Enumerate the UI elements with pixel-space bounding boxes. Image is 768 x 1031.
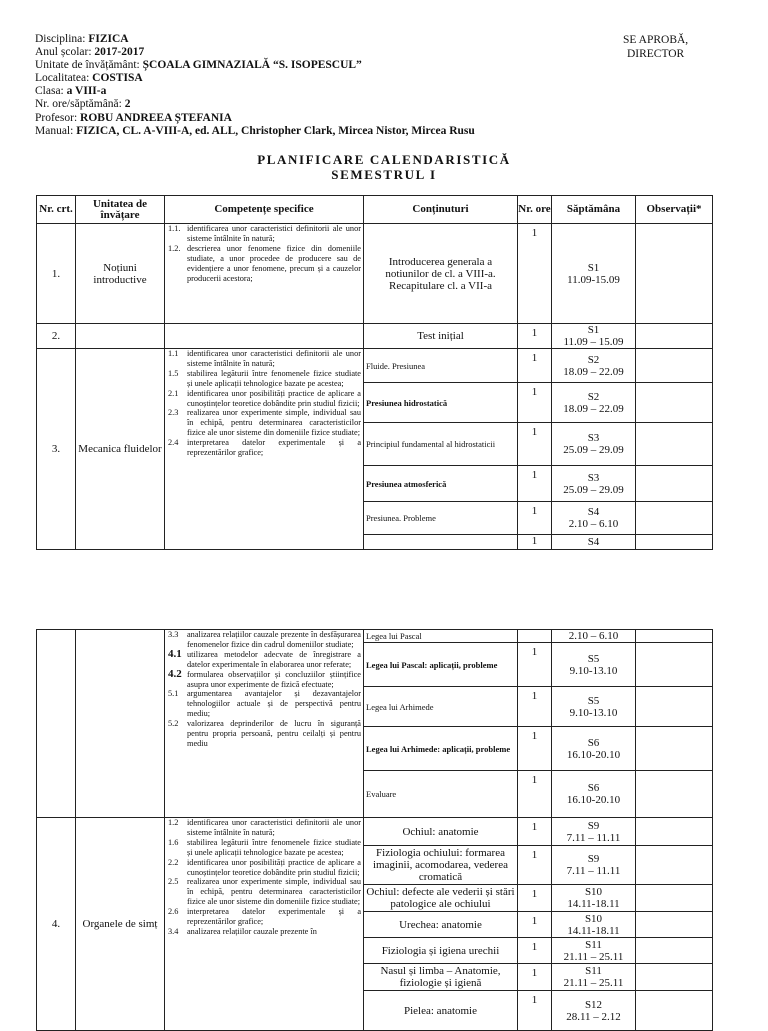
table-row xyxy=(37,324,713,349)
content-cell: Presiunea hidrostatică xyxy=(364,383,518,423)
content-cell: Legea lui Pascal xyxy=(364,630,518,643)
hours-cell: 1 xyxy=(518,938,552,964)
competence-item: 1.2 identificarea unor caracteristici definitorii ale unor sisteme întâlnite în natură; xyxy=(168,818,361,837)
competences-cell xyxy=(165,818,364,1031)
content-cell: Presiunea. Probleme xyxy=(364,502,518,535)
content-cell: Test inițial xyxy=(364,324,518,349)
week-cell: S6 16.10-20.10 xyxy=(552,771,636,818)
competence-item: 2.5 realizarea unor experimente simple, individual sau în echipă, pentru determinarea caracteristicilor fizice ale unor sisteme din domeniile fizice studiate; xyxy=(168,877,361,907)
content-cell: Urechea: anatomie xyxy=(364,912,518,938)
table-header-row xyxy=(37,196,713,224)
week-cell: S3 25.09 – 29.09 xyxy=(552,423,636,466)
observations-cell xyxy=(636,324,713,349)
header-line-teacher: Profesor: ROBU ANDREEA ȘTEFANIA xyxy=(35,111,232,124)
hours-cell: 1 xyxy=(518,423,552,466)
approval-director: DIRECTOR xyxy=(626,48,685,60)
observations-cell xyxy=(636,885,713,912)
table-row xyxy=(37,224,713,324)
content-cell: Fluide. Presiunea xyxy=(364,349,518,383)
approval-block xyxy=(623,33,688,61)
learning-unit xyxy=(76,630,165,818)
week-cell: S1 11.09 – 15.09 xyxy=(552,324,636,349)
hours-cell: 1 xyxy=(518,964,552,991)
learning-unit: Organele de simț xyxy=(76,818,165,1031)
observations-cell xyxy=(636,643,713,687)
competence-item: 4.2 formularea observațiilor și concluziilor științifice asupra unor experimente de fizică efectuate; xyxy=(168,667,361,689)
observations-cell xyxy=(636,224,713,324)
observations-cell xyxy=(636,991,713,1031)
header-line-manual: Manual: FIZICA, CL. A-VIII-A, ed. ALL, Christopher Clark, Mircea Nistor, Mircea Rusu xyxy=(35,124,475,137)
observations-cell xyxy=(636,846,713,885)
hours-cell xyxy=(518,630,552,643)
week-cell: S11 21.11 – 25.11 xyxy=(552,964,636,991)
title-line-2: SEMESTRUL I xyxy=(331,167,437,182)
observations-cell xyxy=(636,687,713,727)
competence-item: 1.5 stabilirea legăturii între fenomenele fizice studiate și unele aplicații tehnologice bazate pe acestea; xyxy=(168,368,361,388)
week-cell: S12 28.11 – 2.12 xyxy=(552,991,636,1031)
table-row xyxy=(37,630,713,643)
competence-item: 2.2 identificarea unor posibilități practice de aplicare a cunoștințelor teoretice dobândite prin studiul fizicii; xyxy=(168,857,361,877)
content-cell: Ochiul: anatomie xyxy=(364,818,518,846)
content-cell: Pielea: anatomie xyxy=(364,991,518,1031)
competences-cell xyxy=(165,349,364,550)
competence-item: 1.6 stabilirea legăturii între fenomenele fizice studiate și unele aplicații tehnologice bazate pe acestea; xyxy=(168,837,361,857)
col-header-week: Săptămâna xyxy=(552,196,636,224)
competence-item: 3.4 analizarea relațiilor cauzale prezente în xyxy=(168,926,317,936)
content-cell: Nasul și limba – Anatomie, fiziologie și igienă xyxy=(364,964,518,991)
week-cell: S5 9.10-13.10 xyxy=(552,687,636,727)
observations-cell xyxy=(636,912,713,938)
hours-cell: 1 xyxy=(518,912,552,938)
col-header-hours: Nr. ore xyxy=(518,196,552,224)
competence-item: 2.1 identificarea unor posibilități practice de aplicare a cunoștințelor teoretice dobândite prin studiul fizicii; xyxy=(168,388,361,408)
content-cell: Principiul fundamental al hidrostaticii xyxy=(364,423,518,466)
observations-cell xyxy=(636,938,713,964)
competence-item: 4.1 utilizarea metodelor adecvate de înregistrare a datelor experimentale în elaborarea unor referate; xyxy=(168,647,361,669)
content-cell: Legea lui Arhimede: aplicații, probleme xyxy=(364,727,518,771)
header-line-class: Clasa: a VIII-a xyxy=(35,85,107,98)
week-cell: S1 11.09-15.09 xyxy=(552,224,636,324)
table-row xyxy=(37,349,713,383)
row-number: 3. xyxy=(37,349,76,550)
week-cell: S9 7.11 – 11.11 xyxy=(552,818,636,846)
hours-cell: 1 xyxy=(518,885,552,912)
competence-item: 5.2 valorizarea deprinderilor de lucru în siguranță pentru propria persoană, pentru ceilalți și pentru mediu xyxy=(168,719,361,748)
week-cell: S3 25.09 – 29.09 xyxy=(552,466,636,502)
header-line-school-year: Anul școlar: 2017-2017 xyxy=(35,46,145,59)
observations-cell xyxy=(636,502,713,535)
col-header-competences: Competențe specifice xyxy=(165,196,364,224)
competence-item: 2.3 realizarea unor experimente simple, individual sau în echipă, pentru determinarea caracteristicilor fizice ale unor sisteme din domeniile fizice studiate; xyxy=(168,408,361,438)
learning-unit: Mecanica fluidelor xyxy=(76,349,165,550)
content-cell: Evaluare xyxy=(364,771,518,818)
hours-cell: 1 xyxy=(518,224,552,324)
week-cell: S9 7.11 – 11.11 xyxy=(552,846,636,885)
competence-item: 2.6 interpretarea datelor experimentale și a reprezentărilor grafice; xyxy=(168,907,361,927)
observations-cell xyxy=(636,818,713,846)
hours-cell: 1 xyxy=(518,991,552,1031)
content-cell: Fiziologia ochiului: formarea imaginii, acomodarea, vederea cromatică xyxy=(364,846,518,885)
competence-item: 1.2. descrierea unor fenomene fizice din domeniile studiate, a unor procedee de producere sau de evidențiere a unor fenomene, precum și a cauzelor producerii acestora; xyxy=(168,243,361,283)
planning-table-part-2 xyxy=(36,629,713,1031)
observations-cell xyxy=(636,964,713,991)
week-cell: S4 2.10 – 6.10 xyxy=(552,502,636,535)
row-number: 2. xyxy=(37,324,76,349)
hours-cell: 1 xyxy=(518,818,552,846)
week-cell: 2.10 – 6.10 xyxy=(552,630,636,643)
week-cell: S10 14.11-18.11 xyxy=(552,912,636,938)
hours-cell: 1 xyxy=(518,687,552,727)
hours-cell: 1 xyxy=(518,383,552,423)
observations-cell xyxy=(636,771,713,818)
competence-item: 1.1 identificarea unor caracteristici definitorii ale unor sisteme întâlnite în natură; xyxy=(168,349,361,368)
observations-cell xyxy=(636,466,713,502)
week-cell: S5 9.10-13.10 xyxy=(552,643,636,687)
col-header-contents: Conținuturi xyxy=(364,196,518,224)
content-cell: Ochiul: defecte ale vederii și stări patologice ale ochiului xyxy=(364,885,518,912)
hours-cell: 1 xyxy=(518,466,552,502)
observations-cell xyxy=(636,383,713,423)
header-line-discipline: Disciplina: FIZICA xyxy=(35,33,129,45)
page-title xyxy=(0,152,768,182)
observations-cell xyxy=(636,727,713,771)
hours-cell: 1 xyxy=(518,502,552,535)
approval-line: SE APROBĂ, xyxy=(623,34,689,46)
row-number: 4. xyxy=(37,818,76,1031)
content-cell: Legea lui Arhimede xyxy=(364,687,518,727)
week-cell: S2 18.09 – 22.09 xyxy=(552,349,636,383)
competences-cell xyxy=(165,224,364,324)
row-number: 1. xyxy=(37,224,76,324)
learning-unit xyxy=(76,324,165,349)
title-line-1: PLANIFICARE CALENDARISTICĂ xyxy=(257,152,511,167)
col-header-unit: Unitatea de învățare xyxy=(76,196,165,224)
week-cell: S6 16.10-20.10 xyxy=(552,727,636,771)
content-cell: Introducerea generala a notiunilor de cl. a VIII-a. Recapitulare cl. a VII-a xyxy=(364,224,518,324)
content-cell: Legea lui Pascal: aplicații, probleme xyxy=(364,643,518,687)
content-cell xyxy=(364,535,518,550)
competence-item: 2.4 interpretarea datelor experimentale și a reprezentărilor grafice; xyxy=(168,438,361,458)
observations-cell xyxy=(636,423,713,466)
week-cell: S10 14.11-18.11 xyxy=(552,885,636,912)
col-header-observations: Observații* xyxy=(636,196,713,224)
content-cell: Presiunea atmosferică xyxy=(364,466,518,502)
week-cell: S4 xyxy=(552,535,636,550)
table-row xyxy=(37,818,713,846)
observations-cell xyxy=(636,535,713,550)
header-line-locality: Localitatea: COSTISA xyxy=(35,72,143,85)
learning-unit: Noțiuni introductive xyxy=(76,224,165,324)
hours-cell: 1 xyxy=(518,643,552,687)
hours-cell: 1 xyxy=(518,324,552,349)
competence-item: 3.3 analizarea relațiilor cauzale prezente în desfășurarea fenomenelor fizice din cadrul domeniilor studiate; xyxy=(168,630,361,649)
observations-cell xyxy=(636,630,713,643)
observations-cell xyxy=(636,349,713,383)
header-line-school: Unitate de învățământ: ȘCOALA GIMNAZIALĂ “S. ISOPESCUL” xyxy=(35,59,362,72)
document-header xyxy=(35,33,475,138)
col-header-nr: Nr. crt. xyxy=(37,196,76,224)
competence-item: 5.1 argumentarea avantajelor și dezavantajelor tehnologiilor actuale și de perspectivă pentru mediu; xyxy=(168,689,361,719)
competence-item: 1.1. identificarea unor caracteristici definitorii ale unor sisteme întâlnite în natură; xyxy=(168,224,361,243)
hours-cell: 1 xyxy=(518,535,552,550)
competences-cell xyxy=(165,324,364,349)
row-number xyxy=(37,630,76,818)
hours-cell: 1 xyxy=(518,349,552,383)
competences-cell xyxy=(165,630,364,818)
planning-table-part-1 xyxy=(36,195,713,550)
hours-cell: 1 xyxy=(518,846,552,885)
hours-cell: 1 xyxy=(518,771,552,818)
content-cell: Fiziologia și igiena urechii xyxy=(364,938,518,964)
header-line-hours: Nr. ore/săptămână: 2 xyxy=(35,98,131,111)
week-cell: S2 18.09 – 22.09 xyxy=(552,383,636,423)
hours-cell: 1 xyxy=(518,727,552,771)
week-cell: S11 21.11 – 25.11 xyxy=(552,938,636,964)
